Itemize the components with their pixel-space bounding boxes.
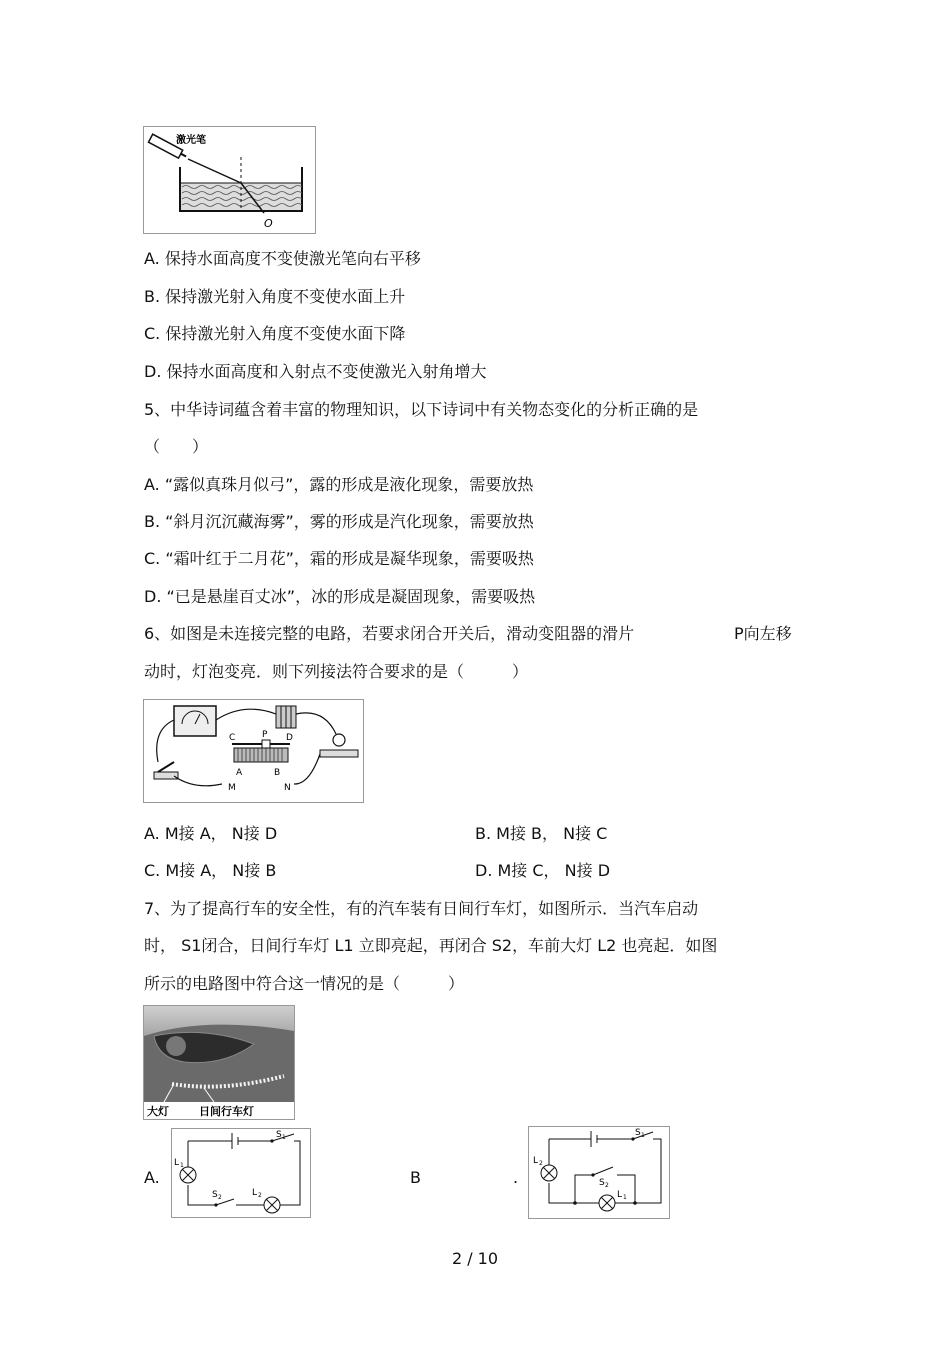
photo-label-drl: 日间行车灯	[199, 1105, 254, 1118]
q4-option-b: B. 保持激光射入角度不变使水面上升	[144, 287, 406, 306]
circuit-b-s1-sub: 1	[641, 1132, 645, 1139]
circuit-a-l2-sub: 2	[258, 1192, 262, 1199]
q6-option-c: C. M接 A， N接 B	[144, 861, 277, 880]
circuit-a-s2: S	[212, 1190, 218, 1200]
q6-option-d: D. M接 C， N接 D	[475, 861, 611, 880]
photo-label-headlight: 大灯	[147, 1105, 169, 1118]
q7-option-a-label: A.	[144, 1168, 160, 1187]
circuit-a-l1: L	[174, 1158, 180, 1168]
circuit-b-diagram	[528, 1126, 670, 1219]
q7-stem-line3: 所示的电路图中符合这一情况的是（ ）	[144, 974, 465, 993]
circuit-a-l1-sub: 1	[180, 1162, 184, 1169]
laser-tank-figure	[143, 126, 316, 234]
slider-p: P	[262, 730, 268, 740]
circuit-b-l2: L	[533, 1156, 539, 1166]
q6-stem-line2: 动时，灯泡变亮．则下列接法符合要求的是（ ）	[144, 662, 529, 681]
q7-stem-line1: 7、为了提高行车的安全性，有的汽车装有日间行车灯，如图所示．当汽车启动	[144, 899, 699, 918]
q4-option-a: A. 保持水面高度不变使激光笔向右平移	[144, 249, 421, 268]
q7-option-b-label: B	[410, 1168, 421, 1187]
q6-option-a: A. M接 A， N接 D	[144, 824, 278, 843]
rheostat-circuit-figure	[143, 699, 364, 803]
q4-option-d: D. 保持水面高度和入射点不变使激光入射角增大	[144, 362, 487, 381]
wire-end-n: N	[284, 783, 291, 793]
terminal-b: B	[274, 768, 281, 778]
q5-stem-line1: 5、中华诗词蕴含着丰富的物理知识，以下诗词中有关物态变化的分析正确的是	[144, 400, 699, 419]
terminal-a: A	[236, 768, 243, 778]
q5-option-a: A. “露似真珠月似弓”，露的形成是液化现象，需要放热	[144, 475, 534, 494]
wire-end-m: M	[228, 783, 236, 793]
circuit-b-s1: S	[635, 1128, 641, 1138]
q4-option-c: C. 保持激光射入角度不变使水面下降	[144, 324, 406, 343]
point-o-label: O	[264, 217, 273, 230]
circuit-b-l2-sub: 2	[539, 1160, 543, 1167]
car-headlight-photo	[143, 1005, 295, 1120]
circuit-b-s2: S	[599, 1178, 605, 1188]
circuit-a-s1-sub: 1	[282, 1134, 286, 1141]
q7-option-b-dot: .	[513, 1168, 519, 1187]
q6-stem-line1b: P向左移	[734, 624, 792, 643]
q5-option-b: B. “斜月沉沉藏海雾”，雾的形成是汽化现象，需要放热	[144, 512, 534, 531]
page-number: 2 / 10	[451, 1249, 499, 1268]
laser-pen-label: 激光笔	[176, 135, 206, 146]
q5-stem-line2: （ ）	[144, 437, 209, 456]
circuit-a-s1: S	[276, 1130, 282, 1140]
q5-option-d: D. “已是悬崖百丈冰”，冰的形成是凝固现象，需要吸热	[144, 587, 536, 606]
q5-option-c: C. “霜叶红于二月花”，霜的形成是凝华现象，需要吸热	[144, 549, 534, 568]
circuit-a-s2-sub: 2	[218, 1194, 222, 1201]
circuit-b-s2-sub: 2	[605, 1182, 609, 1189]
q6-stem-line1a: 6、如图是未连接完整的电路，若要求闭合开关后，滑动变阻器的滑片	[144, 624, 635, 643]
circuit-a-l2: L	[252, 1188, 258, 1198]
terminal-d: D	[286, 733, 293, 743]
circuit-b-l1: L	[617, 1190, 623, 1200]
circuit-a-diagram	[171, 1128, 311, 1218]
terminal-c: C	[229, 733, 236, 743]
q6-option-b: B. M接 B， N接 C	[475, 824, 608, 843]
q7-stem-line2: 时， S1闭合，日间行车灯 L1 立即亮起，再闭合 S2，车前大灯 L2 也亮起．如图	[144, 936, 718, 955]
circuit-b-l1-sub: 1	[623, 1194, 627, 1201]
